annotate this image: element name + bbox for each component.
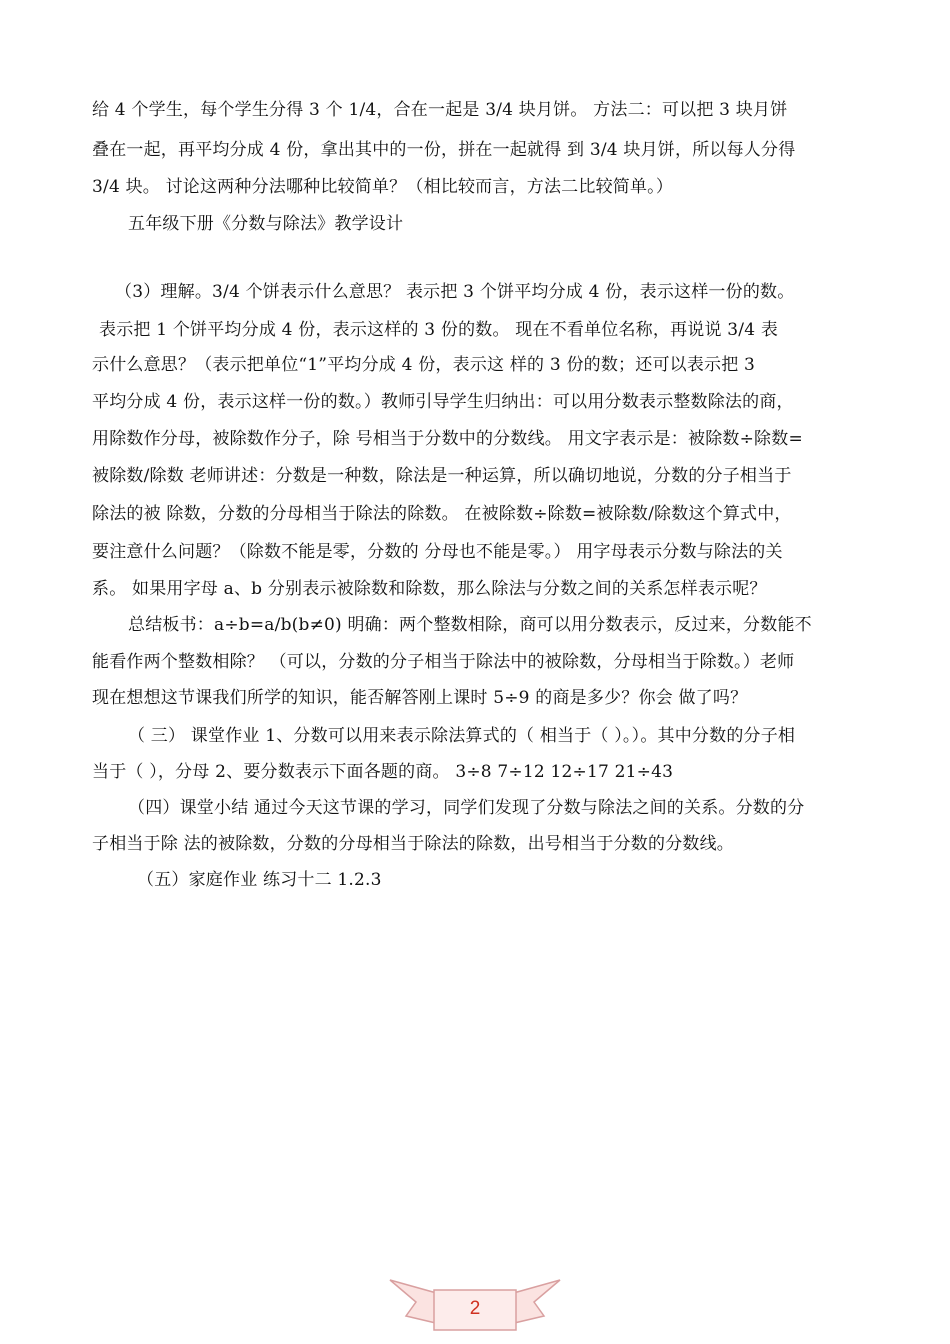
section-heading: 五年级下册《分数与除法》教学设计 bbox=[128, 214, 404, 234]
body-line-7: 示什么意思？（表示把单位“1”平均分成 4 份，表示这 样的 3 份的数；还可以表示把 3 bbox=[92, 355, 756, 375]
body-line-10: 被除数/除数 老师讲述：分数是一种数，除法是一种运算，所以确切地说，分数的分子相当于 bbox=[92, 466, 792, 486]
body-line-20: 子相当于除 法的被除数，分数的分母相当于除法的除数，出号相当于分数的分数线。 bbox=[92, 834, 735, 854]
body-line-13: 系。 如果用字母 a、b 分别表示被除数和除数，那么除法与分数之间的关系怎样表示呢？ bbox=[92, 579, 767, 599]
body-line-2: 叠在一起，再平均分成 4 份，拿出其中的一份，拼在一起就得 到 3/4 块月饼，所以每人分得 bbox=[92, 140, 796, 160]
body-line-18: 当于（ ），分母 2、要分数表示下面各题的商。 3÷8 7÷12 12÷17 21÷43 bbox=[92, 762, 674, 782]
body-line-1: 给 4 个学生，每个学生分得 3 个 1/4，合在一起是 3/4 块月饼。 方法二：可以把 3 块月饼 bbox=[92, 100, 788, 120]
body-line-14: 总结板书：a÷b=a/b(b≠0) 明确：两个整数相除，商可以用分数表示，反过来，分数能不 bbox=[128, 615, 812, 635]
body-line-11: 除法的被 除数，分数的分母相当于除法的除数。 在被除数÷除数=被除数/除数这个算式中， bbox=[92, 504, 792, 524]
body-line-16: 现在想想这节课我们所学的知识，能否解答刚上课时 5÷9 的商是多少？你会 做了吗？ bbox=[92, 688, 748, 708]
body-line-12: 要注意什么问题？（除数不能是零，分数的 分母也不能是零。） 用字母表示分数与除法的关 bbox=[92, 542, 783, 562]
body-line-6: 表示把 1 个饼平均分成 4 份，表示这样的 3 份的数。 现在不看单位名称，再说说 3/4 表 bbox=[99, 320, 779, 340]
body-line-8: 平均分成 4 份，表示这样一份的数。）教师引导学生归纳出：可以用分数表示整数除法的商， bbox=[92, 392, 794, 412]
body-line-5: （3）理解。3/4 个饼表示什么意思？ 表示把 3 个饼平均分成 4 份，表示这样一份的数。 bbox=[115, 282, 795, 302]
page-number: 2 bbox=[469, 1298, 481, 1319]
body-line-19: （四）课堂小结 通过今天这节课的学习，同学们发现了分数与除法之间的关系。分数的分 bbox=[128, 798, 805, 818]
body-line-3: 3/4 块。 讨论这两种分法哪种比较简单？（相比较而言，方法二比较简单。） bbox=[92, 177, 674, 197]
body-line-21: （五）家庭作业 练习十二 1.2.3 bbox=[137, 870, 382, 890]
page-footer bbox=[388, 1274, 562, 1340]
body-line-15: 能看作两个整数相除？ （可以，分数的分子相当于除法中的被除数，分母相当于除数。）老师 bbox=[92, 652, 795, 672]
body-line-17: （ 三） 课堂作业 1、分数可以用来表示除法算式的（ 相当于（ ）。）。其中分数的分子相 bbox=[128, 726, 796, 746]
body-line-9: 用除数作分母，被除数作分子，除 号相当于分数中的分数线。 用文字表示是：被除数÷除数= bbox=[92, 429, 803, 449]
